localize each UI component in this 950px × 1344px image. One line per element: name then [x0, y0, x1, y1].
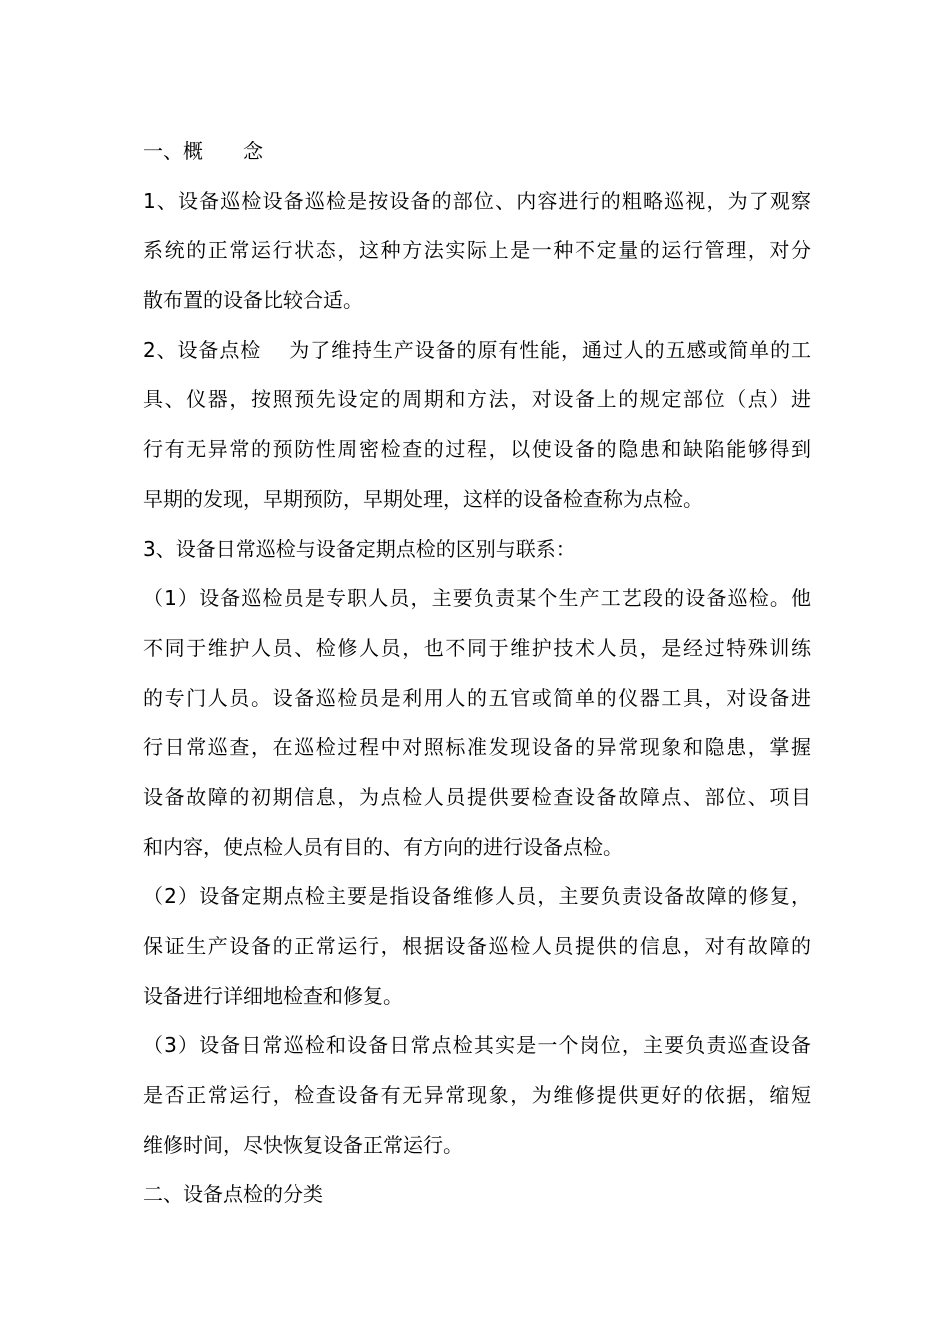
- paragraph-line: 设备故障的初期信息，为点检人员提供要检查设备故障点、部位、项目: [143, 784, 811, 809]
- paragraph-line: 2、设备点检 为了维持生产设备的原有性能，通过人的五感或简单的工: [143, 337, 811, 362]
- paragraph-line: 行有无异常的预防性周密检查的过程，以使设备的隐患和缺陷能够得到: [143, 437, 811, 462]
- heading-concept: 一、概 念: [143, 139, 263, 163]
- paragraph-line: （3）设备日常巡检和设备日常点检其实是一个岗位，主要负责巡查设备: [143, 1033, 811, 1058]
- paragraph-line: 不同于维护人员、检修人员，也不同于维护技术人员，是经过特殊训练: [143, 635, 811, 660]
- paragraph-line: 的专门人员。设备巡检员是利用人的五官或简单的仪器工具，对设备进: [143, 685, 811, 710]
- paragraph-line: 1、设备巡检设备巡检是按设备的部位、内容进行的粗略巡视，为了观察: [143, 188, 811, 213]
- paragraph-line: 3、设备日常巡检与设备定期点检的区别与联系：: [143, 536, 576, 561]
- paragraph-line: 维修时间，尽快恢复设备正常运行。: [143, 1132, 463, 1157]
- paragraph-line: 系统的正常运行状态，这种方法实际上是一种不定量的运行管理，对分: [143, 238, 811, 263]
- paragraph-line: 保证生产设备的正常运行，根据设备巡检人员提供的信息，对有故障的: [143, 934, 811, 958]
- paragraph-line: （2）设备定期点检主要是指设备维修人员，主要负责设备故障的修复，: [143, 884, 811, 909]
- paragraph-line: 设备进行详细地检查和修复。: [143, 983, 403, 1008]
- document-page: [143, 134, 811, 1227]
- paragraph-line: 行日常巡查，在巡检过程中对照标准发现设备的异常现象和隐患，掌握: [143, 735, 811, 760]
- paragraph-line: 散布置的设备比较合适。: [143, 288, 363, 313]
- paragraph-line: 早期的发现，早期预防，早期处理，这样的设备检查称为点检。: [143, 486, 703, 511]
- paragraph-line: 具、仪器，按照预先设定的周期和方法，对设备上的规定部位（点）进: [143, 387, 811, 412]
- paragraph-line: 是否正常运行，检查设备有无异常现象，为维修提供更好的依据，缩短: [143, 1083, 811, 1108]
- paragraph-line: 和内容，使点检人员有目的、有方向的进行设备点检。: [143, 834, 623, 859]
- paragraph-line: （1）设备巡检员是专职人员，主要负责某个生产工艺段的设备巡检。他: [143, 586, 811, 611]
- heading-classification: 二、设备点检的分类: [143, 1182, 323, 1207]
